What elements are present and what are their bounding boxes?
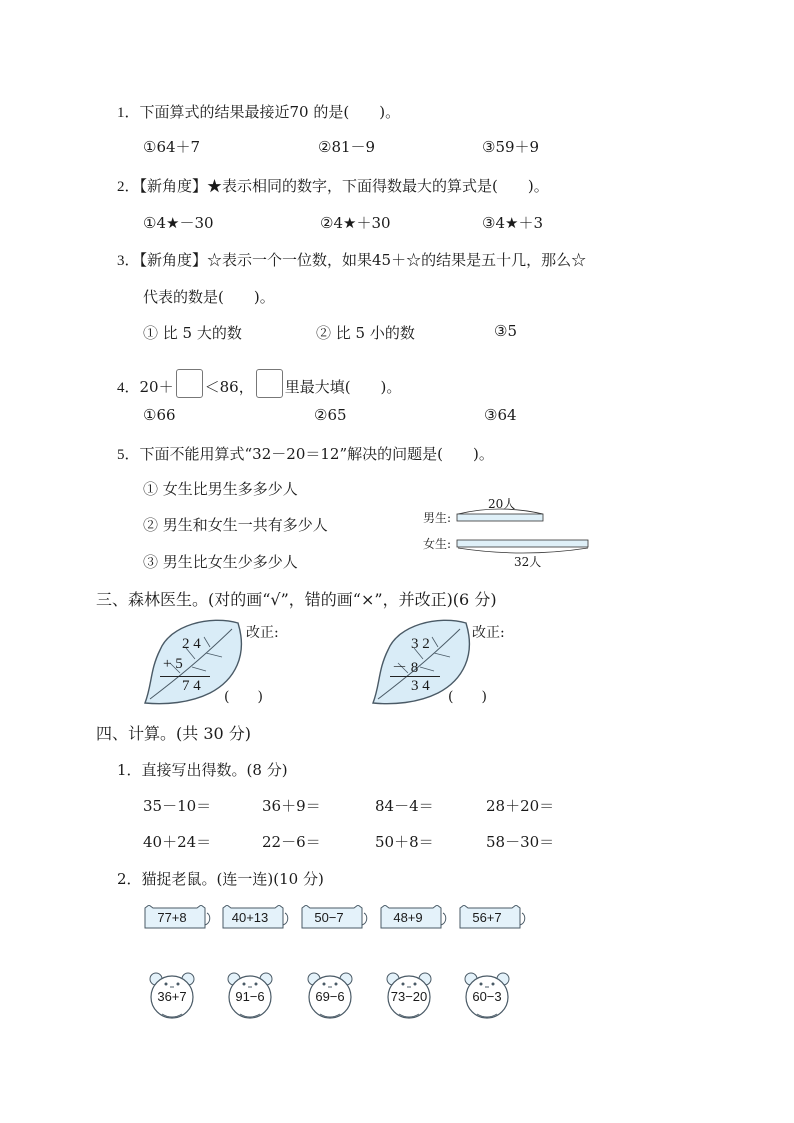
q4-part1: 20＋ [139,378,174,396]
girls-brace [458,548,588,553]
section4-title: 四、计算。(共 30 分) [96,724,252,743]
q4-stem [117,369,401,398]
q3-option-3: ③5 [494,322,517,340]
q1-option-1: ①64＋7 [143,138,201,156]
boys-label: 男生: [423,511,452,525]
q3-stem-line2: 代表的数是( )。 [143,288,275,306]
q1-stem [117,101,400,122]
leaf-2-line [390,676,440,677]
q3-number: 3． [117,253,140,269]
cat-card-label: 48+9 [393,910,423,925]
section4-sub2-title: 2．猫捉老鼠。(连一连)(10 分) [117,870,324,888]
section3-title: 三、森林医生。(对的画“√”，错的画“×”，并改正)(6 分) [96,590,497,609]
calc-item: 36＋9＝ [262,797,321,815]
girls-value-label: 32人 [514,555,542,569]
q5-stem [117,443,494,464]
leaf-2-correct-label: 改正: [472,625,505,641]
q5-option-3: ③ 男生比女生少多少人 [143,553,298,571]
leaf-2-row-3: 3 4 [411,678,430,694]
mouse-face-label: 60−3 [472,989,502,1004]
q1-option-2: ②81－9 [318,138,376,156]
mouse-face-label: 69−6 [315,989,345,1004]
calc-item: 40＋24＝ [143,833,212,851]
mouse-face-label: 36+7 [157,989,187,1004]
mouse-face-label: 73−20 [390,989,428,1004]
q4-option-2: ②65 [314,406,347,424]
q4-option-3: ③64 [484,406,517,424]
leaf-1-row-2: + 5 [163,656,183,672]
q2-option-2: ②4★＋30 [320,214,391,232]
girls-label: 女生: [423,537,452,551]
leaf-1-answer-bracket[interactable]: ( ) [224,689,263,705]
leaf-2-row-1: 3 2 [411,636,430,652]
q1-option-3: ③59＋9 [482,138,540,156]
boys-value-label: 20人 [488,497,516,511]
mouse-face[interactable] [148,970,196,1020]
cat-card[interactable] [379,905,441,931]
q3-stem [117,249,586,270]
leaf-1-line [160,676,210,677]
leaf-1-row-1: 2 4 [182,636,201,652]
q4-part3: 里最大填( )。 [284,378,402,396]
q3-option-2: ② 比 5 小的数 [316,324,415,342]
cat-card[interactable] [300,905,362,931]
cat-card-label: 56+7 [472,910,502,925]
q5-number: 5． [117,447,140,463]
calc-item: 58－30＝ [486,833,555,851]
boys-brace [458,509,543,514]
cat-card-label: 50−7 [314,910,344,925]
section4-sub1-title: 1．直接写出得数。(8 分) [117,761,288,779]
cat-card-label: 77+8 [157,910,187,925]
q4-answer-box[interactable] [176,369,203,398]
q4-answer-box-ref [256,369,283,398]
mouse-face[interactable] [226,970,274,1020]
calc-item: 22－6＝ [262,833,321,851]
q2-option-3: ③4★＋3 [482,214,543,232]
q2-number: 2． [117,179,140,195]
cat-card[interactable] [221,905,283,931]
q4-number: 4． [117,380,140,396]
cat-card[interactable] [458,905,520,931]
q2-text: 【新角度】★表示相同的数字，下面得数最大的算式是( )。 [139,177,549,195]
boys-bar [457,514,543,521]
girls-bar [457,540,588,547]
leaf-2-answer-bracket[interactable]: ( ) [448,689,487,705]
q5-text: 下面不能用算式“32－20＝12”解决的问题是( )。 [139,445,494,463]
calc-item: 35－10＝ [143,797,212,815]
q4-option-1: ①66 [143,406,176,424]
leaf-1-correct-label: 改正: [246,625,279,641]
q3-option-1: ① 比 5 大的数 [143,324,242,342]
comparison-bar-diagram [450,500,595,560]
leaf-2-row-2: － 8 [392,660,419,676]
mouse-face[interactable] [385,970,433,1020]
calc-item: 28＋20＝ [486,797,555,815]
mouse-face[interactable] [306,970,354,1020]
q3-text: 【新角度】☆表示一个一位数，如果45＋☆的结果是五十几，那么☆ [139,251,587,269]
calc-item: 50＋8＝ [375,833,434,851]
mouse-face[interactable] [463,970,511,1020]
q1-number: 1． [117,105,140,121]
mouse-face-label: 91−6 [235,989,265,1004]
q5-option-1: ① 女生比男生多多少人 [143,480,298,498]
q4-part2: ＜86， [204,378,254,396]
q5-option-2: ② 男生和女生一共有多少人 [143,516,328,534]
q2-stem [117,175,549,196]
cat-card-label: 40+13 [231,910,269,925]
q1-text: 下面算式的结果最接近70 的是( )。 [139,103,401,121]
q2-option-1: ①4★－30 [143,214,214,232]
calc-item: 84－4＝ [375,797,434,815]
cat-card[interactable] [143,905,205,931]
leaf-1-row-3: 7 4 [182,678,201,694]
